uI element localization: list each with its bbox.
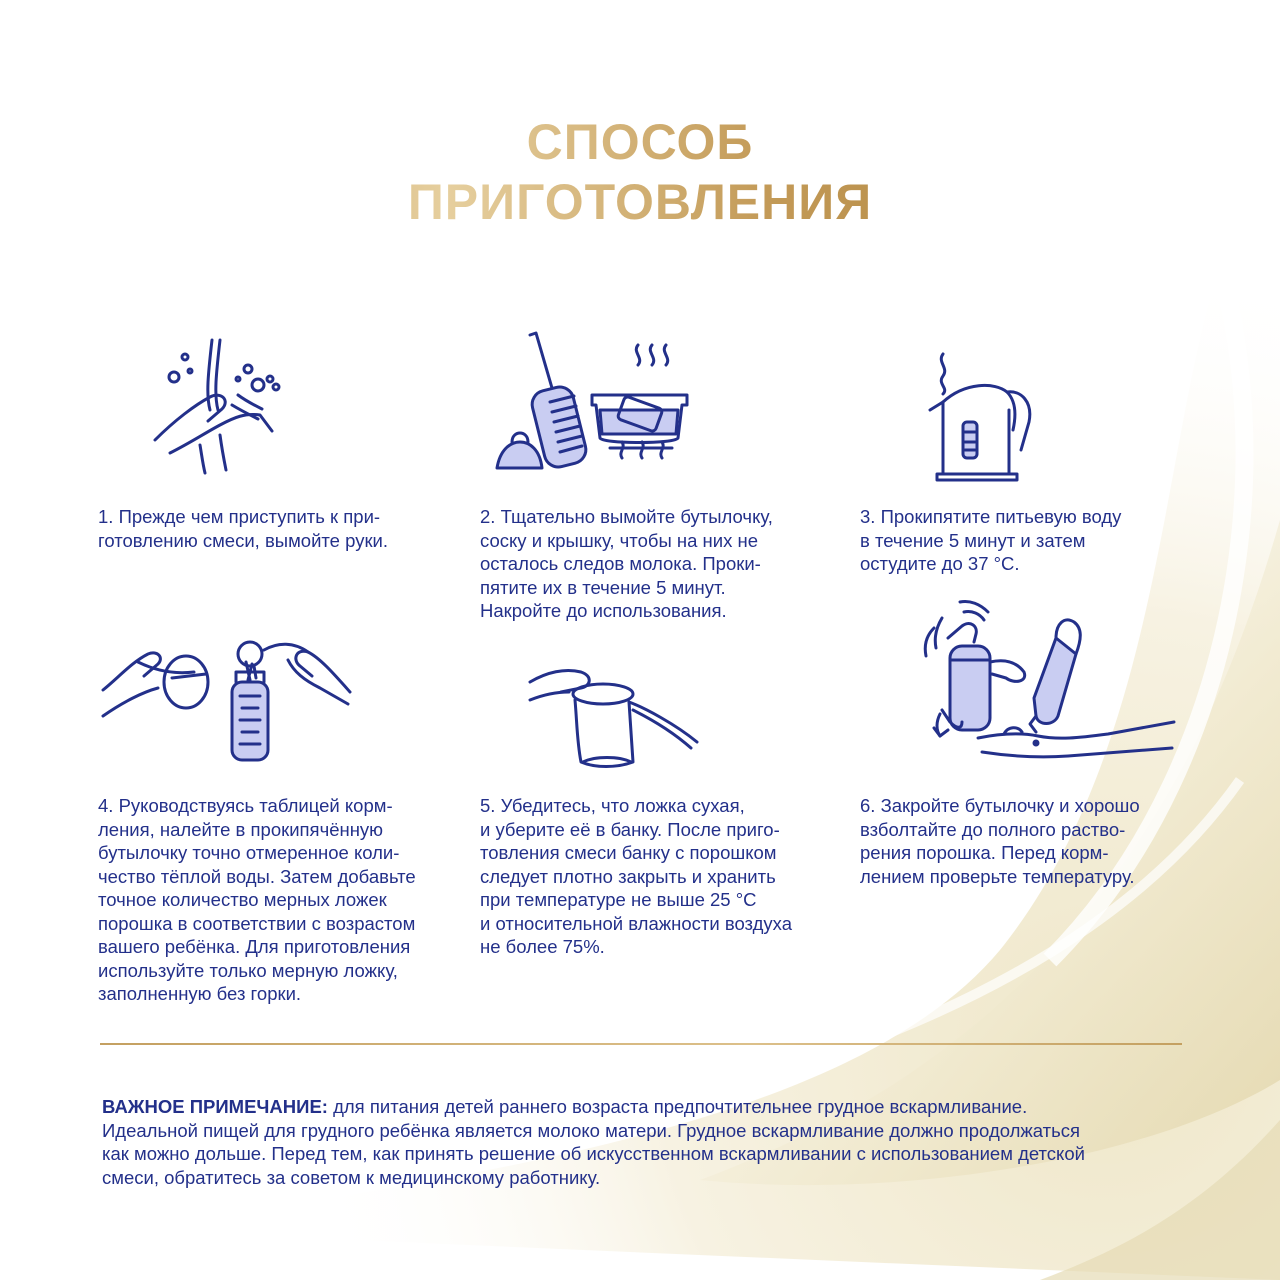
bottle-brush-and-pot-icon [492, 330, 702, 475]
title-line-1: СПОСОБ [526, 114, 754, 170]
hand-washing-icon [150, 335, 290, 475]
shake-bottle-icon [918, 598, 1176, 776]
step-1-text: 1. Прежде чем приступить к при- готовлению смеси, вымойте руки. [98, 506, 389, 551]
note-text: для питания детей раннего возраста предпочтительнее грудное вскармливание. Идеальной пищей для грудного ребёнка является молоко матери. Грудное вскармливание должно продолжаться как можно дольше. Перед тем, как принять решение об искусственном вскармливании с использованием детской смеси, обратитесь за советом к медицинскому работнику. [102, 1096, 1085, 1188]
step-6-text: 6. Закройте бутылочку и хорошо взболтайте до полного раство- рения порошка. Перед корм- лением проверьте температуру. [860, 795, 1140, 887]
divider [100, 1043, 1182, 1045]
scoop-and-bottle-icon [98, 632, 353, 764]
step-4-text: 4. Руководствуясь таблицей корм- ления, налейте в прокипячённую бутылочку точно отмеренное коли- чество тёплой воды. Затем добавьте точное количество мерных ложек порошка в соответствии с возрастом вашего ребёнка. Для приготовления используйте только мерную ложку, заполненную без горки. [98, 795, 416, 1004]
page-title [0, 112, 1280, 232]
title-line-2: ПРИГОТОВЛЕНИЯ [407, 174, 873, 230]
step-5-text: 5. Убедитесь, что ложка сухая, и уберите её в банку. После приго- товления смеси банку с порошком следует плотно закрыть и хранить при температуре не выше 25 °C и относительной влажности воздуха не более 75%. [480, 795, 792, 957]
important-note [102, 1095, 1192, 1189]
note-label: ВАЖНОЕ ПРИМЕЧАНИЕ: [102, 1096, 328, 1117]
closing-can-icon [525, 662, 705, 772]
kettle-icon [925, 350, 1040, 482]
step-3-text: 3. Прокипятите питьевую воду в течение 5 минут и затем остудите до 37 °C. [860, 506, 1122, 574]
step-2-text: 2. Тщательно вымойте бутылочку, соску и крышку, чтобы на них не осталось следов молока. Проки- пятите их в течение 5 минут. Накройте до использования. [480, 506, 773, 621]
